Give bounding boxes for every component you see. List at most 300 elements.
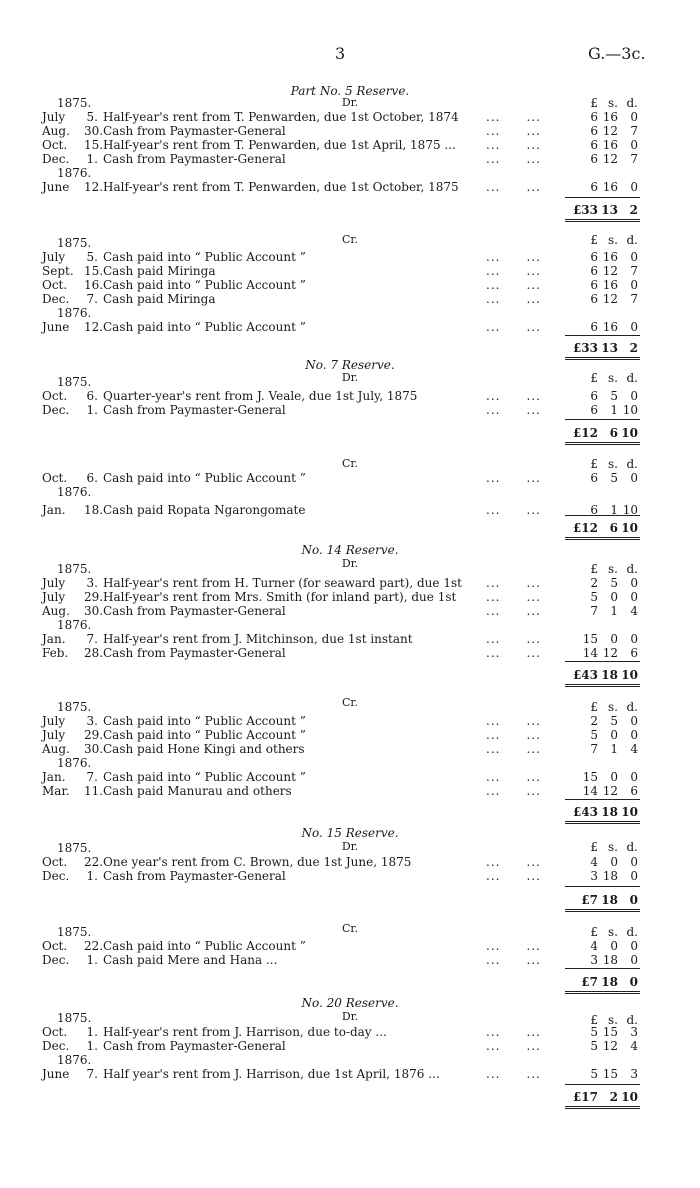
entry-description: Cash paid Miringa (103, 292, 216, 306)
amount-shillings: 1 (610, 604, 618, 618)
amount-shillings: 0 (610, 939, 618, 953)
dot-leader: ... ... (486, 250, 541, 264)
entry-month: Dec. (42, 403, 70, 417)
amount-pence: 10 (621, 426, 638, 440)
account-side-label: Cr. (342, 922, 358, 935)
total-rule (565, 968, 640, 969)
amount-shillings: 2 (609, 1090, 618, 1104)
amount-pounds: £ (590, 700, 598, 714)
account-side-label: Dr. (341, 371, 359, 384)
double-rule (565, 219, 640, 222)
entry-month: Aug. (42, 604, 70, 618)
entry-day: 7. (86, 292, 98, 306)
amount-pounds: £43 (572, 805, 598, 819)
entry-month: July (42, 728, 66, 742)
amount-pounds: 15 (582, 632, 598, 646)
account-side-label: Dr. (341, 840, 359, 853)
account-side-label: Cr. (342, 696, 358, 709)
entry-year: 1875. (57, 1011, 92, 1025)
entry-day: 1. (86, 1039, 98, 1053)
entry-year: 1876. (57, 485, 92, 499)
amount-shillings: 15 (602, 1025, 618, 1039)
entry-description: Cash paid into “ Public Account ” (103, 320, 306, 334)
amount-shillings: s. (608, 371, 618, 385)
amount-pence: 10 (621, 1090, 638, 1104)
entry-day: 18. (84, 503, 104, 517)
amount-pounds: 6 (590, 389, 598, 403)
section-title: Part No. 5 Reserve. (290, 84, 410, 98)
amount-shillings: 0 (610, 855, 618, 869)
amount-pence: 0 (629, 893, 638, 907)
entry-year: 1875. (57, 700, 92, 714)
entry-description: Quarter-year's rent from J. Veale, due 1st July, 1875 (103, 389, 418, 403)
amount-pounds: 6 (590, 503, 598, 517)
entry-day: 22. (84, 939, 104, 953)
amount-pence: 0 (630, 728, 638, 742)
entry-month: Oct. (42, 278, 68, 292)
dot-leader: ... ... (486, 576, 541, 590)
total-rule (565, 886, 640, 887)
amount-shillings: 16 (602, 138, 618, 152)
section-title: No. 20 Reserve. (301, 996, 399, 1010)
double-rule (565, 909, 640, 912)
amount-shillings: 18 (602, 953, 618, 967)
entry-description: Cash paid into “ Public Account ” (103, 714, 306, 728)
amount-shillings: 18 (601, 805, 618, 819)
dot-leader: ... ... (486, 632, 541, 646)
amount-pence: 0 (630, 869, 638, 883)
amount-pence: 0 (630, 110, 638, 124)
amount-pounds: 6 (590, 403, 598, 417)
amount-pence: 0 (630, 576, 638, 590)
entry-year: 1875. (57, 236, 92, 250)
entry-month: July (42, 576, 66, 590)
amount-shillings: 12 (602, 646, 618, 660)
entry-description: Cash from Paymaster-General (103, 869, 286, 883)
amount-pence: 10 (621, 805, 638, 819)
entry-day: 11. (84, 784, 104, 798)
amount-pence: 10 (621, 668, 638, 682)
entry-year: 1876. (57, 306, 92, 320)
entry-month: June (42, 1067, 70, 1081)
dot-leader: ... ... (486, 110, 541, 124)
amount-shillings: s. (608, 457, 618, 471)
entry-description: Cash paid into “ Public Account ” (103, 471, 306, 485)
amount-pence: 10 (622, 503, 638, 517)
amount-pence: d. (626, 562, 638, 576)
amount-pounds: 7 (590, 742, 598, 756)
entry-month: Dec. (42, 953, 70, 967)
entry-day: 15. (84, 138, 104, 152)
amount-pence: d. (626, 1013, 638, 1027)
amount-pounds: 6 (590, 320, 598, 334)
entry-day: 16. (84, 278, 104, 292)
amount-pounds: £43 (572, 668, 598, 682)
total-rule (565, 1084, 640, 1085)
dot-leader: ... ... (486, 869, 541, 883)
amount-shillings: 18 (601, 668, 618, 682)
entry-day: 7. (86, 1067, 98, 1081)
entry-description: Half-year's rent from T. Penwarden, due 1st April, 1875 ... (103, 138, 456, 152)
account-side-label: Dr. (341, 96, 359, 109)
amount-pence: 0 (630, 632, 638, 646)
entry-month: Oct. (42, 138, 68, 152)
dot-leader: ... ... (486, 953, 541, 967)
amount-shillings: 18 (602, 869, 618, 883)
dot-leader: ... ... (486, 320, 541, 334)
amount-shillings: 5 (610, 389, 618, 403)
dot-leader: ... ... (486, 389, 541, 403)
entry-description: Cash paid into “ Public Account ” (103, 278, 306, 292)
entry-day: 1. (86, 869, 98, 883)
amount-pence: d. (626, 925, 638, 939)
amount-pence: 0 (630, 939, 638, 953)
amount-pounds: 5 (590, 590, 598, 604)
amount-shillings: 12 (602, 292, 618, 306)
amount-pounds: 5 (590, 1039, 598, 1053)
amount-pounds: £ (590, 371, 598, 385)
dot-leader: ... ... (486, 1039, 541, 1053)
amount-pounds: 5 (590, 1067, 598, 1081)
total-rule (565, 197, 640, 198)
dot-leader: ... ... (486, 180, 541, 194)
entry-month: Feb. (42, 646, 69, 660)
amount-pounds: £ (590, 562, 598, 576)
amount-pence: d. (626, 700, 638, 714)
entry-year: 1876. (57, 166, 92, 180)
amount-shillings: 5 (610, 714, 618, 728)
amount-pounds: £12 (572, 426, 598, 440)
amount-pence: 4 (630, 742, 638, 756)
amount-pence: 7 (630, 152, 638, 166)
account-side-label: Dr. (341, 1010, 359, 1023)
entry-description: Cash paid Ropata Ngarongomate (103, 503, 306, 517)
amount-pence: 0 (630, 278, 638, 292)
amount-pounds: £ (590, 457, 598, 471)
entry-description: Cash paid Miringa (103, 264, 216, 278)
amount-shillings: 0 (610, 728, 618, 742)
entry-description: Cash paid Manurau and others (103, 784, 292, 798)
dot-leader: ... ... (486, 728, 541, 742)
entry-month: Jan. (42, 770, 66, 784)
amount-shillings: 1 (610, 742, 618, 756)
amount-pence: d. (626, 840, 638, 854)
total-rule (565, 799, 640, 800)
amount-pounds: £33 (572, 203, 598, 217)
entry-description: Cash paid Mere and Hana ... (103, 953, 278, 967)
double-rule (565, 442, 640, 445)
entry-month: June (42, 180, 70, 194)
entry-month: Dec. (42, 869, 70, 883)
entry-month: Aug. (42, 124, 70, 138)
entry-month: July (42, 714, 66, 728)
amount-pence: 10 (622, 403, 638, 417)
amount-shillings: 0 (610, 770, 618, 784)
entry-day: 15. (84, 264, 104, 278)
entry-day: 22. (84, 855, 104, 869)
amount-shillings: s. (608, 233, 618, 247)
amount-pence: 0 (630, 953, 638, 967)
entry-day: 28. (84, 646, 104, 660)
amount-shillings: 1 (610, 403, 618, 417)
total-rule (565, 419, 640, 420)
entry-year: 1875. (57, 375, 92, 389)
entry-month: Jan. (42, 632, 66, 646)
amount-pounds: 6 (590, 292, 598, 306)
amount-shillings: 16 (602, 110, 618, 124)
entry-description: Cash from Paymaster-General (103, 646, 286, 660)
amount-shillings: 6 (609, 426, 618, 440)
dot-leader: ... ... (486, 714, 541, 728)
section-title: No. 14 Reserve. (301, 543, 399, 557)
amount-pounds: 14 (582, 646, 598, 660)
amount-shillings: 13 (601, 203, 618, 217)
amount-shillings: 0 (610, 632, 618, 646)
entry-month: Oct. (42, 471, 68, 485)
amount-pence: 0 (630, 471, 638, 485)
amount-shillings: s. (608, 700, 618, 714)
entry-description: Cash paid into “ Public Account ” (103, 728, 306, 742)
double-rule (565, 684, 640, 687)
dot-leader: ... ... (486, 784, 541, 798)
entry-month: Oct. (42, 939, 68, 953)
amount-pence: 3 (630, 1025, 638, 1039)
dot-leader: ... ... (486, 471, 541, 485)
amount-pounds: £ (590, 96, 598, 110)
amount-pence: 0 (630, 320, 638, 334)
dot-leader: ... ... (486, 152, 541, 166)
amount-pounds: 2 (590, 714, 598, 728)
amount-pence: 0 (630, 714, 638, 728)
dot-leader: ... ... (486, 264, 541, 278)
amount-pence: 3 (630, 1067, 638, 1081)
entry-description: Half-year's rent from T. Penwarden, due 1st October, 1875 (103, 180, 459, 194)
amount-shillings: 0 (610, 590, 618, 604)
page-reference: G.—3c. (588, 44, 646, 63)
total-rule (565, 335, 640, 336)
entry-day: 5. (86, 110, 98, 124)
entry-day: 6. (86, 471, 98, 485)
entry-month: Mar. (42, 784, 70, 798)
amount-pounds: 5 (590, 728, 598, 742)
dot-leader: ... ... (486, 742, 541, 756)
entry-day: 3. (86, 714, 98, 728)
entry-day: 12. (84, 180, 104, 194)
dot-leader: ... ... (486, 604, 541, 618)
amount-pounds: 4 (590, 939, 598, 953)
amount-pounds: 6 (590, 471, 598, 485)
amount-shillings: 16 (602, 250, 618, 264)
amount-pence: 0 (630, 138, 638, 152)
entry-description: One year's rent from C. Brown, due 1st June, 1875 (103, 855, 412, 869)
entry-day: 1. (86, 403, 98, 417)
amount-pence: 4 (630, 604, 638, 618)
entry-year: 1876. (57, 756, 92, 770)
entry-month: Dec. (42, 1039, 70, 1053)
amount-shillings: s. (608, 925, 618, 939)
amount-pounds: £12 (572, 521, 598, 535)
double-rule (565, 537, 640, 540)
amount-pence: 0 (630, 250, 638, 264)
amount-pounds: £33 (572, 341, 598, 355)
amount-pence: 7 (630, 264, 638, 278)
amount-pounds: 3 (590, 869, 598, 883)
entry-day: 30. (84, 742, 104, 756)
total-rule (565, 515, 640, 516)
amount-pounds: £7 (581, 893, 598, 907)
account-side-label: Cr. (342, 233, 358, 246)
entry-day: 3. (86, 576, 98, 590)
entry-description: Half-year's rent from Mrs. Smith (for inland part), due 1st (103, 590, 457, 604)
dot-leader: ... ... (486, 503, 541, 517)
entry-month: June (42, 320, 70, 334)
amount-shillings: s. (608, 96, 618, 110)
amount-pence: 2 (629, 203, 638, 217)
amount-pounds: 3 (590, 953, 598, 967)
amount-shillings: 1 (610, 503, 618, 517)
amount-pounds: 6 (590, 250, 598, 264)
amount-shillings: 13 (601, 341, 618, 355)
entry-description: Half year's rent from J. Harrison, due 1st April, 1876 ... (103, 1067, 440, 1081)
amount-pounds: £7 (581, 975, 598, 989)
amount-pounds: 6 (590, 180, 598, 194)
amount-pence: 0 (630, 590, 638, 604)
entry-month: Jan. (42, 503, 66, 517)
entry-month: July (42, 110, 66, 124)
dot-leader: ... ... (486, 939, 541, 953)
amount-pence: d. (626, 96, 638, 110)
account-side-label: Cr. (342, 457, 358, 470)
amount-pounds: £17 (572, 1090, 598, 1104)
amount-pounds: 6 (590, 278, 598, 292)
amount-pence: 2 (629, 341, 638, 355)
amount-pence: 0 (630, 389, 638, 403)
double-rule (565, 1106, 640, 1109)
amount-shillings: 12 (602, 264, 618, 278)
amount-pence: 7 (630, 292, 638, 306)
dot-leader: ... ... (486, 138, 541, 152)
entry-month: Oct. (42, 389, 68, 403)
amount-pounds: £ (590, 840, 598, 854)
amount-shillings: 12 (602, 1039, 618, 1053)
amount-pence: 10 (621, 521, 638, 535)
amount-pence: 4 (630, 1039, 638, 1053)
amount-pounds: 6 (590, 152, 598, 166)
entry-day: 29. (84, 728, 104, 742)
entry-year: 1875. (57, 96, 92, 110)
entry-day: 1. (86, 1025, 98, 1039)
section-title: No. 15 Reserve. (301, 826, 399, 840)
entry-day: 29. (84, 590, 104, 604)
entry-month: Oct. (42, 1025, 68, 1039)
entry-month: Sept. (42, 264, 74, 278)
page-number: 3 (335, 44, 346, 63)
entry-year: 1875. (57, 562, 92, 576)
section-title: No. 7 Reserve. (305, 358, 395, 372)
amount-pounds: 6 (590, 264, 598, 278)
entry-month: Aug. (42, 742, 70, 756)
entry-month: Dec. (42, 292, 70, 306)
entry-description: Half-year's rent from T. Penwarden, due 1st October, 1874 (103, 110, 459, 124)
amount-pence: d. (626, 457, 638, 471)
entry-description: Cash paid into “ Public Account ” (103, 250, 306, 264)
amount-pence: 0 (630, 770, 638, 784)
amount-pence: d. (626, 233, 638, 247)
amount-pounds: 4 (590, 855, 598, 869)
amount-shillings: 16 (602, 180, 618, 194)
amount-pence: 0 (630, 855, 638, 869)
entry-day: 1. (86, 953, 98, 967)
amount-shillings: s. (608, 562, 618, 576)
amount-pounds: 2 (590, 576, 598, 590)
entry-description: Cash paid Hone Kingi and others (103, 742, 305, 756)
dot-leader: ... ... (486, 1025, 541, 1039)
amount-shillings: 5 (610, 471, 618, 485)
amount-pence: 6 (630, 646, 638, 660)
amount-pounds: 7 (590, 604, 598, 618)
total-rule (565, 661, 640, 662)
amount-pence: 0 (630, 180, 638, 194)
amount-pounds: £ (590, 1013, 598, 1027)
amount-shillings: 18 (601, 893, 618, 907)
amount-shillings: 12 (602, 124, 618, 138)
dot-leader: ... ... (486, 590, 541, 604)
entry-day: 30. (84, 604, 104, 618)
amount-shillings: 6 (609, 521, 618, 535)
entry-month: July (42, 250, 66, 264)
amount-pence: 7 (630, 124, 638, 138)
entry-month: Oct. (42, 855, 68, 869)
amount-shillings: 16 (602, 320, 618, 334)
amount-pounds: 6 (590, 110, 598, 124)
entry-description: Cash from Paymaster-General (103, 1039, 286, 1053)
entry-month: July (42, 590, 66, 604)
amount-shillings: 12 (602, 784, 618, 798)
amount-shillings: s. (608, 1013, 618, 1027)
amount-pounds: 5 (590, 1025, 598, 1039)
entry-description: Half-year's rent from J. Harrison, due to-day ... (103, 1025, 387, 1039)
entry-description: Half-year's rent from H. Turner (for seaward part), due 1st (103, 576, 462, 590)
entry-description: Cash from Paymaster-General (103, 403, 286, 417)
dot-leader: ... ... (486, 1067, 541, 1081)
entry-description: Cash paid into “ Public Account ” (103, 939, 306, 953)
dot-leader: ... ... (486, 292, 541, 306)
dot-leader: ... ... (486, 646, 541, 660)
amount-shillings: 5 (610, 576, 618, 590)
double-rule (565, 821, 640, 824)
account-side-label: Dr. (341, 557, 359, 570)
dot-leader: ... ... (486, 278, 541, 292)
entry-description: Cash from Paymaster-General (103, 124, 286, 138)
entry-description: Cash paid into “ Public Account ” (103, 770, 306, 784)
entry-day: 12. (84, 320, 104, 334)
dot-leader: ... ... (486, 770, 541, 784)
entry-day: 1. (86, 152, 98, 166)
amount-pence: d. (626, 371, 638, 385)
amount-shillings: s. (608, 840, 618, 854)
entry-description: Half-year's rent from J. Mitchinson, due 1st instant (103, 632, 413, 646)
amount-shillings: 12 (602, 152, 618, 166)
entry-year: 1875. (57, 841, 92, 855)
amount-pounds: 14 (582, 784, 598, 798)
entry-month: Dec. (42, 152, 70, 166)
double-rule (565, 991, 640, 994)
dot-leader: ... ... (486, 855, 541, 869)
dot-leader: ... ... (486, 124, 541, 138)
entry-description: Cash from Paymaster-General (103, 604, 286, 618)
amount-pence: 0 (629, 975, 638, 989)
amount-pence: 6 (630, 784, 638, 798)
